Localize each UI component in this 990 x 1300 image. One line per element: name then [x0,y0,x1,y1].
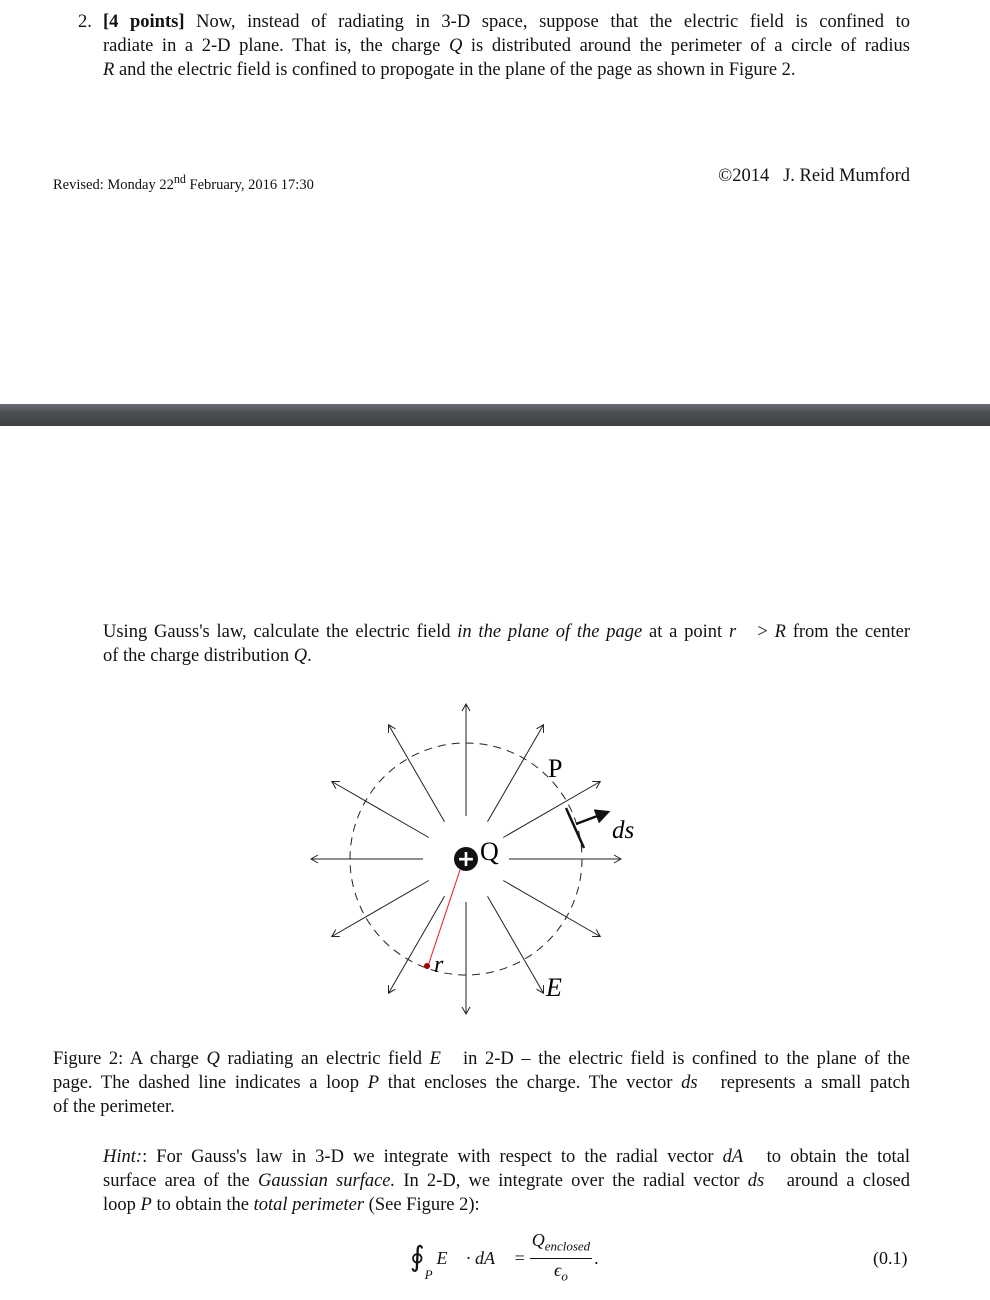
r-point [424,963,430,969]
hint-line-3 [103,1193,480,1217]
text: around a closed [778,1171,910,1191]
math: Q [206,1049,220,1069]
text: . [307,646,312,666]
text: surface area of the [103,1171,258,1191]
task-line-2 [103,644,312,668]
figure-2-diagram [300,700,660,1020]
text: In 2-D, we integrate over the radial vector [395,1171,748,1191]
text: of the charge distribution [103,646,294,666]
text: total perimeter [253,1195,365,1215]
revised-date [53,167,314,197]
hint-line-1 [103,1145,910,1169]
text: radiate in a 2-D plane. That is, the charge [103,36,449,56]
text: Figure 2: A charge [53,1049,207,1069]
field-line-arrow [332,881,429,937]
integral-subscript: P [424,1267,433,1282]
label-P: P [548,754,563,783]
math-Q: Q [293,646,308,666]
text: (See Figure 2): [364,1195,480,1215]
field-line-arrow [389,725,445,822]
text: Using Gauss's law, calculate the electric field [103,622,458,642]
hint-label: Hint: [103,1147,143,1167]
label-E: E⃗ [546,973,583,1002]
label-ds: ds⃗ [612,817,654,844]
text: to obtain the [151,1195,254,1215]
numerator-sub: enclosed [544,1238,591,1254]
contour-integral: ∮ [410,1242,425,1273]
field-line-arrow [389,896,445,993]
text: Now, instead of radiating in 3-D space, suppose that the electric field is confined to [196,12,911,32]
text: is distributed around the perimeter of a circle of radius [462,36,911,56]
caption-line-2 [53,1071,910,1095]
text: : For Gauss's law in 3-D we integrate with respect to the radial vector [142,1147,723,1167]
text: February, 2016 17:30 [185,176,314,193]
text: to obtain the total [757,1147,910,1167]
denominator: ϵ [554,1259,562,1280]
question-line-2 [103,34,910,58]
text: from the center [785,622,911,642]
copyright: ©2014 J. Reid Mumford [718,166,910,186]
question-line-1 [103,10,910,34]
points: [4 points] [103,12,185,32]
question-line-3 [103,58,796,82]
ds-arrow [576,812,608,824]
caption-line-1 [53,1047,910,1071]
text: Revised: Monday 22 [53,176,174,193]
field-line-arrow [488,725,544,822]
text: and the electric field is confined to propogate in the plane of the page as shown in Figure 2. [114,60,796,80]
math: dA⃗ [722,1147,758,1167]
math-R: R [774,622,786,642]
task-line-1 [103,620,910,644]
denominator-sub: o [561,1268,568,1284]
label-Q: Q [480,837,499,866]
label-r: r⃗ [434,952,463,978]
math: P [367,1073,380,1093]
text: in the plane of the page [457,622,643,642]
math: E⃗ [429,1049,456,1069]
gauss-equation [410,1229,599,1284]
text: Gaussian surface. [257,1171,396,1191]
hint-line-2 [103,1169,910,1193]
text: page. The dashed line indicates a loop [53,1073,368,1093]
math: ds⃗ [681,1073,712,1093]
math: P [140,1195,152,1215]
field-line-arrow [488,896,544,993]
field-line-arrow [503,881,600,937]
question-number: 2. [78,12,92,32]
numerator: Q [531,1229,545,1250]
equation-lhs: E⃗ · dA⃗ = [436,1248,526,1268]
text: > [750,622,775,642]
text: radiating an electric field [219,1049,430,1069]
math-Q: Q [448,36,463,56]
text: at a point [642,622,729,642]
math-r: r⃗ [728,622,751,642]
math: ds⃗ [747,1171,779,1191]
text: that encloses the charge. The vector [379,1073,682,1093]
fraction [530,1229,592,1287]
ds-patch [566,808,584,848]
text: loop [103,1195,141,1215]
page-break-separator [0,404,990,426]
text: represents a small patch [711,1073,910,1093]
plus-icon: + [456,847,476,872]
period: . [594,1248,599,1268]
sup: nd [173,172,186,186]
field-line-arrow [332,782,429,838]
equation-number: (0.1) [873,1248,908,1268]
text: in 2-D – the electric field is confined to the plane of the [455,1049,911,1069]
math-R: R [103,60,115,80]
caption-line-3: of the perimeter. [53,1097,175,1117]
field-line-arrow [503,782,600,838]
